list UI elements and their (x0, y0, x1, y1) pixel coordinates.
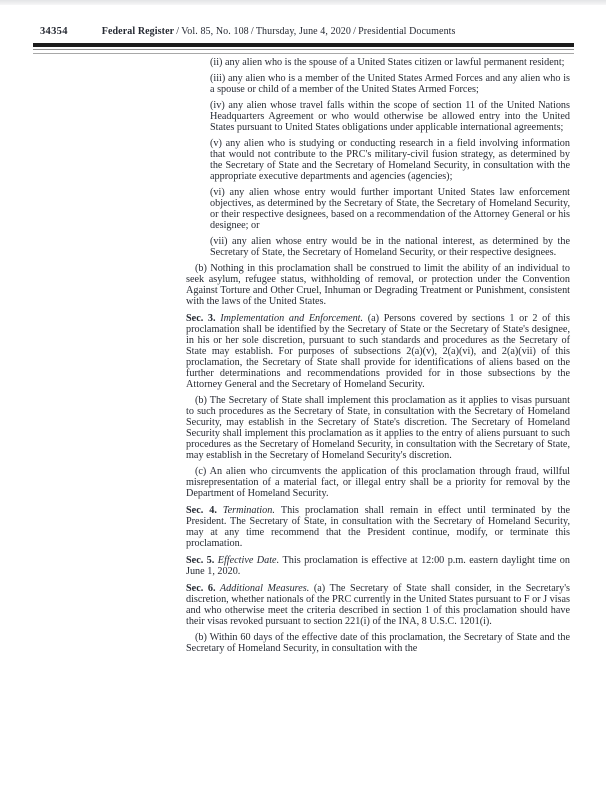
section-3-label: Sec. 3. (186, 313, 216, 324)
section-6-label: Sec. 6. (186, 583, 216, 594)
paragraph-3b: (b) The Secretary of State shall implement this proclamation as it applies to visas pursuant to such procedures as the Secretary of State, in consultation with the Secretary of Homeland Security, may establish in the Secretary of State's discretion. The Secretary of Homeland Security shall implement this proclamation as it applies to the entry of aliens pursuant to such procedures as the Secretary of Homeland Security, in consultation with the Secretary of State, may establish in the Secretary of Homeland Security's discretion. (186, 395, 570, 461)
page-number: 34354 (40, 26, 68, 37)
section-5 (186, 555, 570, 577)
section-3 (186, 313, 570, 390)
clause-ii: (ii) any alien who is the spouse of a United States citizen or lawful permanent resident; (210, 57, 565, 68)
section-6-title: Additional Measures. (215, 583, 314, 594)
header-rule-thin (33, 49, 574, 54)
clause-iii: (iii) any alien who is a member of the United States Armed Forces and any alien who is a spouse or child of a member of the United States Armed Forces; (210, 73, 570, 95)
clause-iv: (iv) any alien whose travel falls within the scope of section 11 of the United Nations Headquarters Agreement or who would otherwise be allowed entry into the United States pursuant to United States obligations under applicable international agreements; (210, 100, 570, 133)
masthead-title: Federal Register (101, 26, 175, 37)
section-4-label: Sec. 4. (186, 505, 217, 516)
section-5-text: This proclamation is effective at 12:00 p.m. eastern daylight time on June 1, 2020. (186, 555, 570, 577)
section-4-title: Termination. (216, 505, 281, 516)
section-6 (186, 583, 570, 627)
clause-vii: (vii) any alien whose entry would be in the national interest, as determined by the Secretary of State, the Secretary of Homeland Security, or their respective designees. (210, 236, 570, 258)
section-6-text: (a) The Secretary of State shall consider, in the Secretary's discretion, whether nationals of the PRC currently in the United States pursuant to F or J visas and who otherwise meet the criteria described in section 1 of this proclamation should have their visas revoked pursuant to section 221(i) of the INA, 8 U.S.C. 1201(i). (186, 583, 571, 627)
section-3-title: Implementation and Enforcement. (215, 313, 368, 324)
section-4 (186, 505, 570, 549)
paragraph-3c: (c) An alien who circumvents the application of this proclamation through fraud, willful misrepresentation of a material fact, or illegal entry shall be a priority for removal by the Department of Homeland Security. (186, 466, 570, 499)
paragraph-6b: (b) Within 60 days of the effective date of this proclamation, the Secretary of State and the Secretary of Homeland Security, in consultation with the (186, 632, 570, 654)
page-top-edge (0, 0, 606, 5)
clause-v: (v) any alien who is studying or conducting research in a field involving information that would not contribute to the PRC's military-civil fusion strategy, as determined by the Secretary of State and the Secretary of Homeland Security, in consultation with the appropriate executive departments and agencies (agencies); (210, 138, 570, 182)
section-3-text: (a) Persons covered by sections 1 or 2 of this proclamation shall be identified by the Secretary of State or the Secretary of State's designee, in his or her sole discretion, pursuant to such standards and procedures as the Secretary of State may establish. For purposes of subsections 2(a)(v), 2(a)(vi), and 2(a)(vii) of this proclamation, the Secretary of State shall provide for identifications of aliens based on the further determinations and recommendations provided for in those subsections by the Attorney General and the Secretary of Homeland Security. (186, 313, 570, 390)
paragraph-2b: (b) Nothing in this proclamation shall be construed to limit the ability of an individual to seek asylum, refugee status, withholding of removal, or protection under the Convention Against Torture and Other Cruel, Inhuman or Degrading Treatment or Punishment, consistent with the laws of the United States. (186, 263, 570, 307)
header-rule-thick (33, 43, 574, 47)
section-4-text: This proclamation shall remain in effect until terminated by the President. The Secretary of State, in consultation with the Secretary of Homeland Security, may at any time recommend that the President continue, modify, or terminate this proclamation. (186, 505, 570, 549)
clause-vi: (vi) any alien whose entry would further important United States law enforcement objectives, as determined by the Secretary of State, the Secretary of Homeland Security, or their respective designees, based on a recommendation of the Attorney General or his designee; or (210, 187, 570, 231)
masthead (102, 26, 456, 37)
section-5-title: Effective Date. (214, 555, 283, 566)
running-header (40, 26, 573, 37)
masthead-citation: / Vol. 85, No. 108 / Thursday, June 4, 2020 / Presidential Documents (174, 26, 456, 37)
document-body (186, 57, 570, 659)
section-5-label: Sec. 5. (186, 555, 215, 566)
